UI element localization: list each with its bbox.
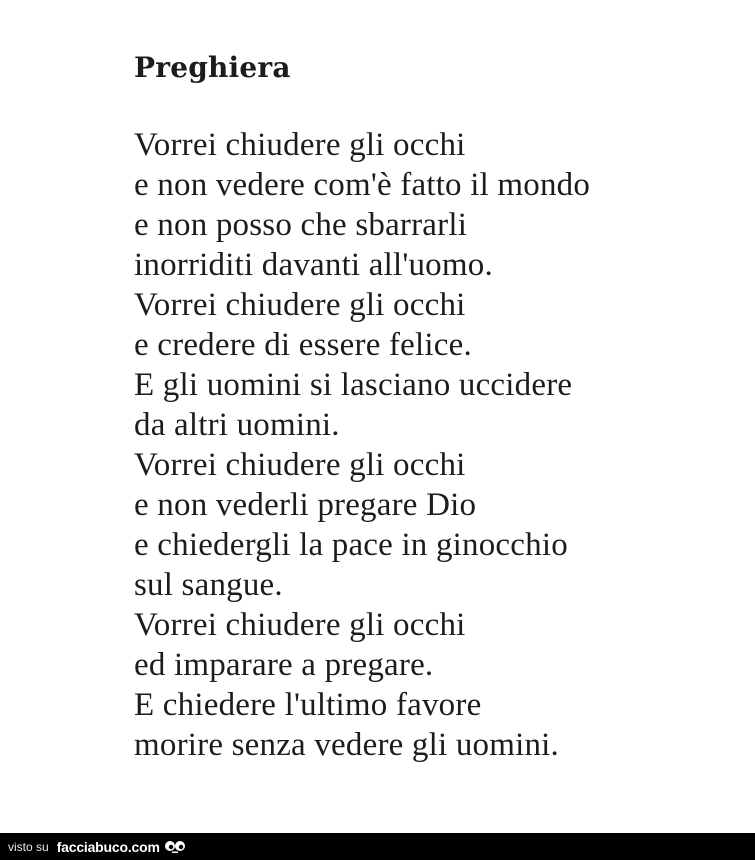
poem-line: inorriditi davanti all'uomo. (134, 247, 493, 283)
poem-line: e non posso che sbarrarli (134, 207, 468, 243)
poem-line: morire senza vedere gli uomini. (134, 727, 559, 763)
poem-line: E chiedere l'ultimo favore (134, 687, 482, 723)
poem-lines (134, 125, 734, 765)
poem-line: e chiedergli la pace in ginocchio (134, 527, 568, 563)
watermark-bar (0, 833, 755, 860)
poem-line: Vorrei chiudere gli occhi (134, 607, 466, 643)
poem-line: ed imparare a pregare. (134, 647, 434, 683)
poem-line: e credere di essere felice. (134, 327, 472, 363)
poem-line: e non vederli pregare Dio (134, 487, 477, 523)
poem (134, 48, 734, 765)
eyes-icon (164, 840, 186, 854)
watermark-site[interactable]: facciabuco.com (56, 838, 160, 855)
watermark-prefix: visto su (8, 839, 49, 854)
poem-line: E gli uomini si lasciano uccidere (134, 367, 573, 403)
poem-title: Preghiera (134, 51, 291, 84)
poem-line: da altri uomini. (134, 407, 340, 443)
poem-line: Vorrei chiudere gli occhi (134, 287, 466, 323)
poem-line: Vorrei chiudere gli occhi (134, 447, 466, 483)
poem-line: e non vedere com'è fatto il mondo (134, 167, 591, 203)
poem-line: sul sangue. (134, 567, 283, 603)
poem-line: Vorrei chiudere gli occhi (134, 127, 466, 163)
